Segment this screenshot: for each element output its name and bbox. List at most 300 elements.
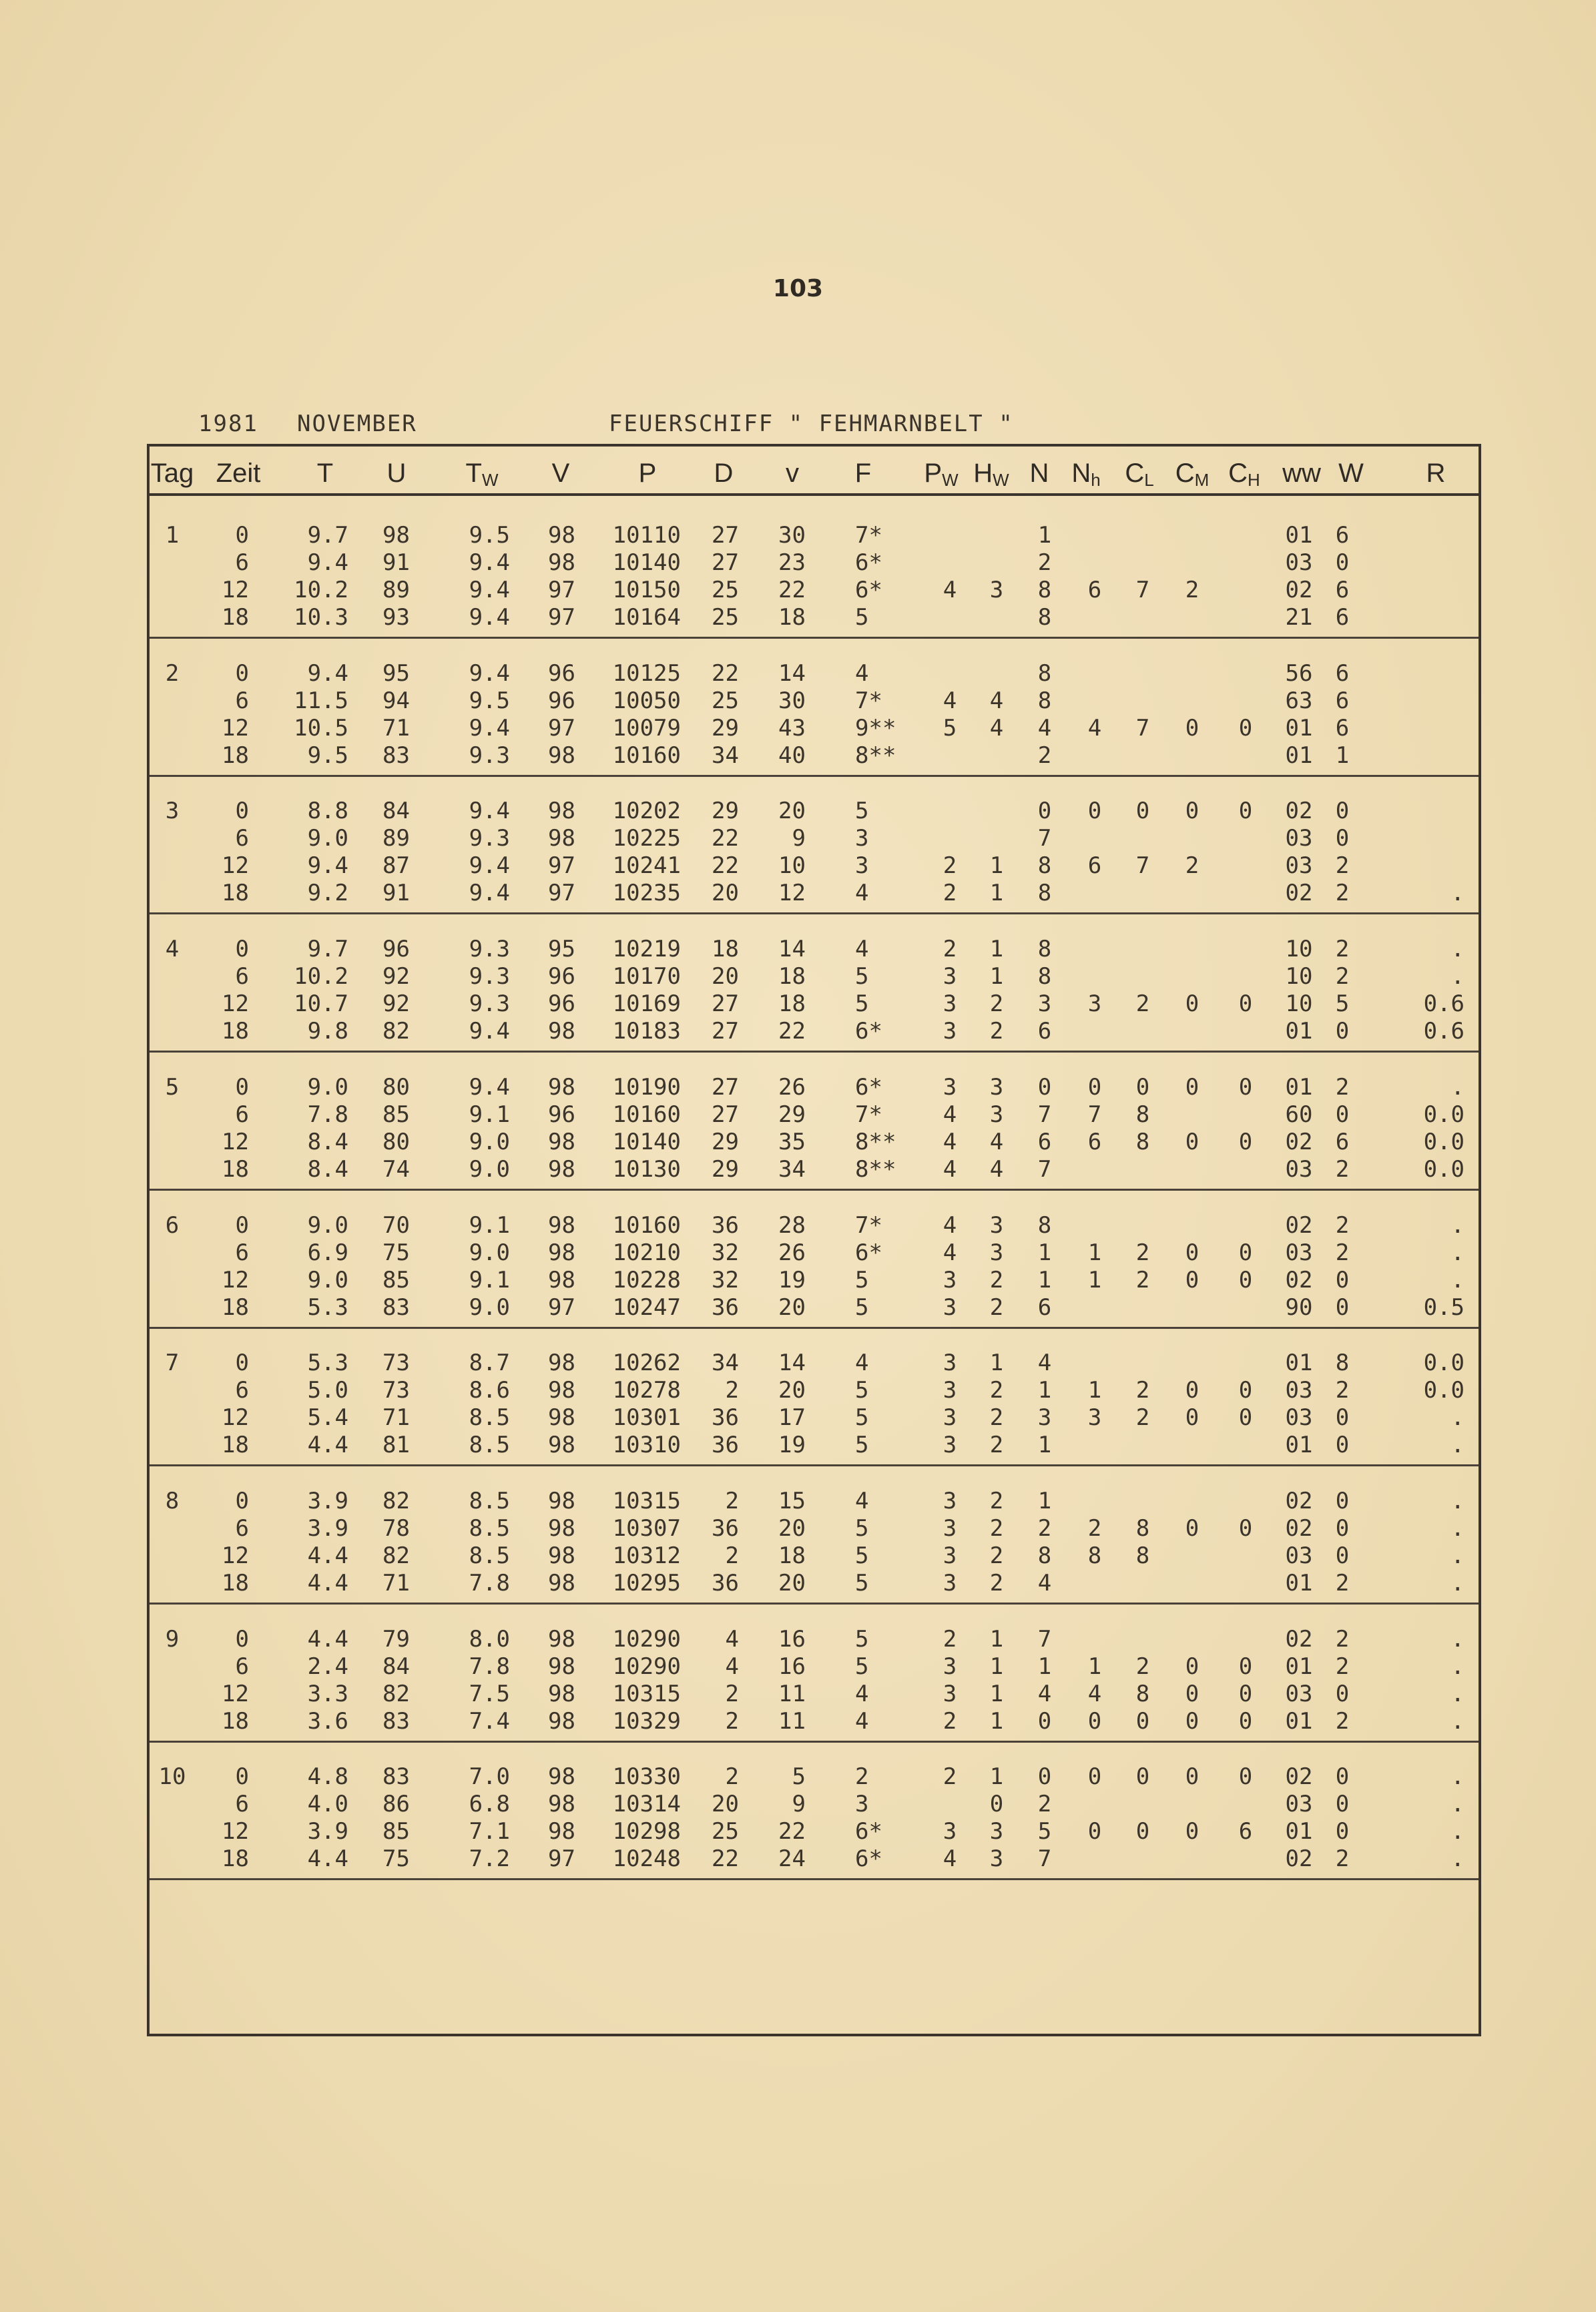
cell-pw: 4 <box>943 687 957 714</box>
cell-t: 9.4 <box>307 549 348 576</box>
cell-u: 71 <box>382 715 410 742</box>
cell-p: 10248 <box>612 1845 681 1872</box>
cell-u: 91 <box>382 880 410 906</box>
cell-hw: 2 <box>989 1018 1004 1045</box>
cell-r: 0.0 <box>1423 1101 1465 1128</box>
cell-cm: 0 <box>1185 1515 1200 1542</box>
cell-f: 6* <box>855 1818 882 1845</box>
cell-vv: 34 <box>778 1156 806 1183</box>
cell-t: 9.0 <box>307 825 348 852</box>
cell-zeit: 0 <box>235 1763 249 1790</box>
cell-f: 5 <box>855 604 869 631</box>
cell-zeit: 6 <box>235 1653 249 1680</box>
cell-vv: 20 <box>778 1377 806 1404</box>
cell-d: 2 <box>725 1763 739 1790</box>
cell-u: 74 <box>382 1156 410 1183</box>
cell-n: 7 <box>1037 825 1052 852</box>
cell-t: 8.4 <box>307 1156 348 1183</box>
cell-ch: 0 <box>1238 715 1253 742</box>
cell-f: 5 <box>855 1626 869 1653</box>
cell-r: . <box>1450 1845 1465 1872</box>
header-cl-subscript: L <box>1144 470 1154 490</box>
cell-f: 6* <box>855 577 882 603</box>
cell-r: . <box>1450 880 1465 906</box>
cell-hw: 1 <box>989 852 1004 879</box>
cell-ww: 01 <box>1285 1818 1313 1845</box>
cell-vv: 18 <box>778 990 806 1017</box>
cell-u: 75 <box>382 1239 410 1266</box>
cell-pw: 3 <box>943 1294 957 1321</box>
cell-d: 20 <box>712 1791 739 1817</box>
cell-r: . <box>1450 1681 1465 1707</box>
cell-hw: 2 <box>989 1570 1004 1597</box>
header-tag <box>151 459 194 489</box>
cell-w: 0 <box>1335 1763 1350 1790</box>
cell-ww: 56 <box>1285 660 1313 687</box>
cell-n: 8 <box>1037 687 1052 714</box>
cell-vv: 43 <box>778 715 806 742</box>
cell-tw: 9.4 <box>469 660 510 687</box>
cell-nh: 0 <box>1087 1708 1102 1735</box>
cell-cm: 0 <box>1185 1377 1200 1404</box>
cell-hw: 3 <box>989 1845 1004 1872</box>
cell-zeit: 0 <box>235 1488 249 1514</box>
cell-cm: 2 <box>1185 577 1200 603</box>
cell-t: 3.3 <box>307 1681 348 1707</box>
cell-zeit: 18 <box>222 604 249 631</box>
cell-d: 32 <box>712 1239 739 1266</box>
cell-r: . <box>1450 1818 1465 1845</box>
cell-nh: 6 <box>1087 852 1102 879</box>
cell-tw: 8.5 <box>469 1404 510 1431</box>
cell-ww: 01 <box>1285 742 1313 769</box>
cell-u: 82 <box>382 1018 410 1045</box>
cell-v: 98 <box>548 1681 575 1707</box>
day-tag: 4 <box>165 936 180 962</box>
cell-ww: 10 <box>1285 936 1313 962</box>
cell-f: 6* <box>855 1239 882 1266</box>
cell-hw: 3 <box>989 1212 1004 1239</box>
cell-d: 25 <box>712 604 739 631</box>
day-separator <box>150 1464 1479 1466</box>
cell-d: 25 <box>712 1818 739 1845</box>
cell-n: 4 <box>1037 1350 1052 1376</box>
cell-vv: 14 <box>778 1350 806 1376</box>
cell-f: 5 <box>855 990 869 1017</box>
cell-d: 29 <box>712 715 739 742</box>
cell-vv: 10 <box>778 852 806 879</box>
cell-zeit: 6 <box>235 687 249 714</box>
cell-tw: 9.0 <box>469 1239 510 1266</box>
cell-f: 8** <box>855 1129 896 1155</box>
cell-cl: 0 <box>1135 1818 1150 1845</box>
cell-cl: 7 <box>1135 577 1150 603</box>
cell-f: 4 <box>855 1350 869 1376</box>
cell-p: 10247 <box>612 1294 681 1321</box>
cell-zeit: 12 <box>222 1542 249 1569</box>
cell-t: 8.4 <box>307 1129 348 1155</box>
header-w <box>1338 459 1364 489</box>
cell-t: 9.0 <box>307 1267 348 1293</box>
cell-ww: 02 <box>1285 1488 1313 1514</box>
cell-t: 9.2 <box>307 880 348 906</box>
cell-w: 0 <box>1335 1791 1350 1817</box>
cell-tw: 7.0 <box>469 1763 510 1790</box>
cell-w: 2 <box>1335 1708 1350 1735</box>
cell-zeit: 6 <box>235 1101 249 1128</box>
cell-w: 0 <box>1335 1294 1350 1321</box>
cell-pw: 3 <box>943 963 957 990</box>
cell-r: . <box>1450 1074 1465 1101</box>
cell-w: 2 <box>1335 880 1350 906</box>
cell-d: 4 <box>725 1626 739 1653</box>
cell-r: . <box>1450 963 1465 990</box>
cell-tw: 7.1 <box>469 1818 510 1845</box>
cell-r: . <box>1450 1515 1465 1542</box>
cell-cm: 0 <box>1185 1653 1200 1680</box>
cell-cl: 2 <box>1135 1267 1150 1293</box>
cell-v: 97 <box>548 880 575 906</box>
cell-f: 6* <box>855 549 882 576</box>
cell-v: 98 <box>548 522 575 549</box>
cell-v: 98 <box>548 549 575 576</box>
cell-pw: 3 <box>943 1432 957 1458</box>
cell-w: 0 <box>1335 1488 1350 1514</box>
cell-d: 34 <box>712 1350 739 1376</box>
header-v <box>552 459 570 489</box>
cell-ww: 01 <box>1285 715 1313 742</box>
cell-p: 10329 <box>612 1708 681 1735</box>
cell-zeit: 0 <box>235 798 249 824</box>
cell-n: 0 <box>1037 1763 1052 1790</box>
cell-nh: 3 <box>1087 990 1102 1017</box>
cell-cl: 2 <box>1135 1239 1150 1266</box>
cell-f: 7* <box>855 1101 882 1128</box>
cell-tw: 9.4 <box>469 604 510 631</box>
cell-f: 4 <box>855 1681 869 1707</box>
cell-zeit: 18 <box>222 1156 249 1183</box>
cell-pw: 3 <box>943 1488 957 1514</box>
cell-pw: 4 <box>943 1845 957 1872</box>
cell-hw: 4 <box>989 1156 1004 1183</box>
cell-d: 2 <box>725 1488 739 1514</box>
cell-tw: 9.4 <box>469 715 510 742</box>
cell-tw: 9.3 <box>469 825 510 852</box>
cell-d: 36 <box>712 1404 739 1431</box>
cell-u: 70 <box>382 1212 410 1239</box>
cell-w: 0 <box>1335 1681 1350 1707</box>
cell-t: 10.2 <box>294 963 348 990</box>
day-separator <box>150 775 1479 777</box>
cell-ww: 03 <box>1285 1239 1313 1266</box>
cell-w: 2 <box>1335 1626 1350 1653</box>
cell-tw: 7.5 <box>469 1681 510 1707</box>
cell-v: 96 <box>548 687 575 714</box>
cell-v: 98 <box>548 1708 575 1735</box>
cell-p: 10290 <box>612 1626 681 1653</box>
cell-nh: 4 <box>1087 1681 1102 1707</box>
header-tw-subscript: W <box>481 470 499 490</box>
cell-tw: 9.4 <box>469 1018 510 1045</box>
table-header <box>147 447 1481 496</box>
cell-n: 7 <box>1037 1626 1052 1653</box>
cell-ww: 02 <box>1285 1515 1313 1542</box>
cell-f: 4 <box>855 1708 869 1735</box>
cell-t: 9.7 <box>307 936 348 962</box>
cell-p: 10160 <box>612 1101 681 1128</box>
cell-ww: 03 <box>1285 1377 1313 1404</box>
cell-tw: 9.4 <box>469 880 510 906</box>
cell-t: 9.4 <box>307 852 348 879</box>
cell-pw: 3 <box>943 1377 957 1404</box>
cell-u: 71 <box>382 1570 410 1597</box>
header-p-label: P <box>638 459 657 488</box>
cell-p: 10312 <box>612 1542 681 1569</box>
cell-t: 4.4 <box>307 1432 348 1458</box>
cell-v: 95 <box>548 936 575 962</box>
cell-n: 8 <box>1037 936 1052 962</box>
cell-ch: 0 <box>1238 1404 1253 1431</box>
cell-ww: 10 <box>1285 990 1313 1017</box>
day-separator <box>150 637 1479 639</box>
cell-cl: 8 <box>1135 1681 1150 1707</box>
cell-pw: 2 <box>943 880 957 906</box>
cell-cm: 0 <box>1185 1404 1200 1431</box>
cell-ch: 0 <box>1238 1267 1253 1293</box>
cell-n: 4 <box>1037 1681 1052 1707</box>
cell-r: . <box>1450 1763 1465 1790</box>
cell-n: 8 <box>1037 1542 1052 1569</box>
cell-pw: 3 <box>943 1350 957 1376</box>
header-v-label: V <box>551 459 570 488</box>
cell-tw: 9.3 <box>469 742 510 769</box>
cell-d: 27 <box>712 549 739 576</box>
cell-u: 86 <box>382 1791 410 1817</box>
cell-vv: 16 <box>778 1626 806 1653</box>
cell-r: . <box>1450 1239 1465 1266</box>
cell-v: 98 <box>548 1239 575 1266</box>
cell-f: 5 <box>855 1653 869 1680</box>
cell-zeit: 0 <box>235 1074 249 1101</box>
cell-d: 22 <box>712 852 739 879</box>
cell-vv: 19 <box>778 1267 806 1293</box>
cell-pw: 4 <box>943 577 957 603</box>
cell-v: 98 <box>548 1626 575 1653</box>
header-pw <box>924 459 958 491</box>
cell-p: 10160 <box>612 1212 681 1239</box>
cell-w: 6 <box>1335 604 1350 631</box>
cell-vv: 20 <box>778 1570 806 1597</box>
cell-u: 79 <box>382 1626 410 1653</box>
cell-tw: 8.5 <box>469 1488 510 1514</box>
cell-v: 98 <box>548 1653 575 1680</box>
cell-p: 10140 <box>612 549 681 576</box>
cell-ch: 0 <box>1238 990 1253 1017</box>
cell-tw: 6.8 <box>469 1791 510 1817</box>
cell-n: 2 <box>1037 1791 1052 1817</box>
cell-w: 0 <box>1335 798 1350 824</box>
cell-cl: 2 <box>1135 1377 1150 1404</box>
cell-w: 2 <box>1335 1156 1350 1183</box>
cell-cl: 7 <box>1135 852 1150 879</box>
cell-vv: 23 <box>778 549 806 576</box>
cell-w: 0 <box>1335 1018 1350 1045</box>
cell-nh: 8 <box>1087 1542 1102 1569</box>
cell-t: 10.2 <box>294 577 348 603</box>
cell-v: 98 <box>548 1791 575 1817</box>
cell-v: 96 <box>548 1101 575 1128</box>
cell-p: 10241 <box>612 852 681 879</box>
cell-p: 10310 <box>612 1432 681 1458</box>
cell-r: 0.0 <box>1423 1377 1465 1404</box>
cell-t: 4.4 <box>307 1845 348 1872</box>
cell-u: 84 <box>382 1653 410 1680</box>
cell-ww: 01 <box>1285 1018 1313 1045</box>
cell-d: 25 <box>712 687 739 714</box>
day-separator <box>150 1051 1479 1053</box>
cell-n: 2 <box>1037 742 1052 769</box>
cell-cm: 2 <box>1185 852 1200 879</box>
cell-p: 10130 <box>612 1156 681 1183</box>
cell-v: 98 <box>548 1267 575 1293</box>
cell-p: 10190 <box>612 1074 681 1101</box>
cell-pw: 3 <box>943 1074 957 1101</box>
cell-tw: 8.6 <box>469 1377 510 1404</box>
cell-zeit: 18 <box>222 1708 249 1735</box>
header-d <box>714 459 734 489</box>
cell-tw: 9.1 <box>469 1212 510 1239</box>
cell-pw: 2 <box>943 852 957 879</box>
cell-tw: 9.4 <box>469 577 510 603</box>
cell-vv: 30 <box>778 522 806 549</box>
cell-zeit: 12 <box>222 1404 249 1431</box>
cell-ww: 01 <box>1285 1653 1313 1680</box>
cell-r: . <box>1450 1791 1465 1817</box>
cell-v: 98 <box>548 1404 575 1431</box>
cell-u: 92 <box>382 963 410 990</box>
header-zeit-label: Zeit <box>216 459 261 488</box>
cell-t: 9.0 <box>307 1074 348 1101</box>
cell-f: 5 <box>855 1570 869 1597</box>
cell-pw: 3 <box>943 1570 957 1597</box>
cell-ww: 03 <box>1285 825 1313 852</box>
caption-year: 1981 <box>198 410 258 437</box>
cell-ww: 03 <box>1285 852 1313 879</box>
cell-cl: 8 <box>1135 1101 1150 1128</box>
cell-f: 5 <box>855 1294 869 1321</box>
cell-v: 98 <box>548 1377 575 1404</box>
header-t-label: T <box>316 459 334 488</box>
cell-v: 97 <box>548 577 575 603</box>
cell-t: 9.7 <box>307 522 348 549</box>
cell-tw: 9.0 <box>469 1156 510 1183</box>
header-ch-label: C <box>1228 459 1248 488</box>
cell-p: 10210 <box>612 1239 681 1266</box>
cell-u: 81 <box>382 1432 410 1458</box>
cell-ch: 0 <box>1238 1377 1253 1404</box>
cell-n: 8 <box>1037 963 1052 990</box>
cell-n: 1 <box>1037 1653 1052 1680</box>
cell-zeit: 12 <box>222 715 249 742</box>
cell-vv: 20 <box>778 798 806 824</box>
cell-f: 5 <box>855 1542 869 1569</box>
cell-u: 78 <box>382 1515 410 1542</box>
cell-t: 4.4 <box>307 1542 348 1569</box>
cell-r: . <box>1450 1708 1465 1735</box>
cell-zeit: 0 <box>235 1626 249 1653</box>
header-ww <box>1282 459 1321 489</box>
cell-n: 1 <box>1037 1267 1052 1293</box>
cell-pw: 3 <box>943 1515 957 1542</box>
cell-hw: 2 <box>989 1542 1004 1569</box>
cell-nh: 1 <box>1087 1653 1102 1680</box>
cell-ww: 01 <box>1285 1350 1313 1376</box>
cell-t: 5.4 <box>307 1404 348 1431</box>
cell-zeit: 6 <box>235 1791 249 1817</box>
cell-cm: 0 <box>1185 1708 1200 1735</box>
cell-p: 10228 <box>612 1267 681 1293</box>
cell-hw: 0 <box>989 1791 1004 1817</box>
cell-v: 98 <box>548 825 575 852</box>
cell-n: 0 <box>1037 1708 1052 1735</box>
cell-ch: 0 <box>1238 1074 1253 1101</box>
header-d-label: D <box>714 459 734 488</box>
cell-n: 7 <box>1037 1845 1052 1872</box>
cell-p: 10314 <box>612 1791 681 1817</box>
cell-d: 36 <box>712 1212 739 1239</box>
cell-d: 32 <box>712 1267 739 1293</box>
header-u-label: U <box>386 459 407 488</box>
cell-tw: 9.0 <box>469 1129 510 1155</box>
cell-p: 10150 <box>612 577 681 603</box>
cell-r: 0.5 <box>1423 1294 1465 1321</box>
header-nh <box>1071 459 1100 491</box>
cell-hw: 1 <box>989 1350 1004 1376</box>
cell-f: 6* <box>855 1845 882 1872</box>
cell-n: 7 <box>1037 1156 1052 1183</box>
cell-d: 4 <box>725 1653 739 1680</box>
cell-hw: 3 <box>989 1818 1004 1845</box>
cell-u: 73 <box>382 1377 410 1404</box>
cell-zeit: 18 <box>222 880 249 906</box>
cell-nh: 0 <box>1087 1763 1102 1790</box>
cell-zeit: 0 <box>235 1212 249 1239</box>
cell-n: 0 <box>1037 1074 1052 1101</box>
cell-v: 98 <box>548 1074 575 1101</box>
cell-n: 3 <box>1037 990 1052 1017</box>
cell-d: 2 <box>725 1377 739 1404</box>
cell-n: 8 <box>1037 880 1052 906</box>
cell-hw: 1 <box>989 1763 1004 1790</box>
cell-zeit: 12 <box>222 1267 249 1293</box>
cell-t: 9.0 <box>307 1212 348 1239</box>
cell-f: 8** <box>855 1156 896 1183</box>
cell-w: 0 <box>1335 1542 1350 1569</box>
cell-cl: 0 <box>1135 1074 1150 1101</box>
cell-w: 0 <box>1335 1101 1350 1128</box>
cell-zeit: 0 <box>235 660 249 687</box>
cell-r: . <box>1450 1404 1465 1431</box>
cell-n: 8 <box>1037 604 1052 631</box>
cell-hw: 2 <box>989 990 1004 1017</box>
cell-pw: 3 <box>943 1018 957 1045</box>
header-ch-subscript: H <box>1248 470 1260 490</box>
cell-vv: 19 <box>778 1432 806 1458</box>
cell-ww: 01 <box>1285 1432 1313 1458</box>
cell-nh: 0 <box>1087 798 1102 824</box>
cell-d: 2 <box>725 1708 739 1735</box>
cell-d: 29 <box>712 1156 739 1183</box>
